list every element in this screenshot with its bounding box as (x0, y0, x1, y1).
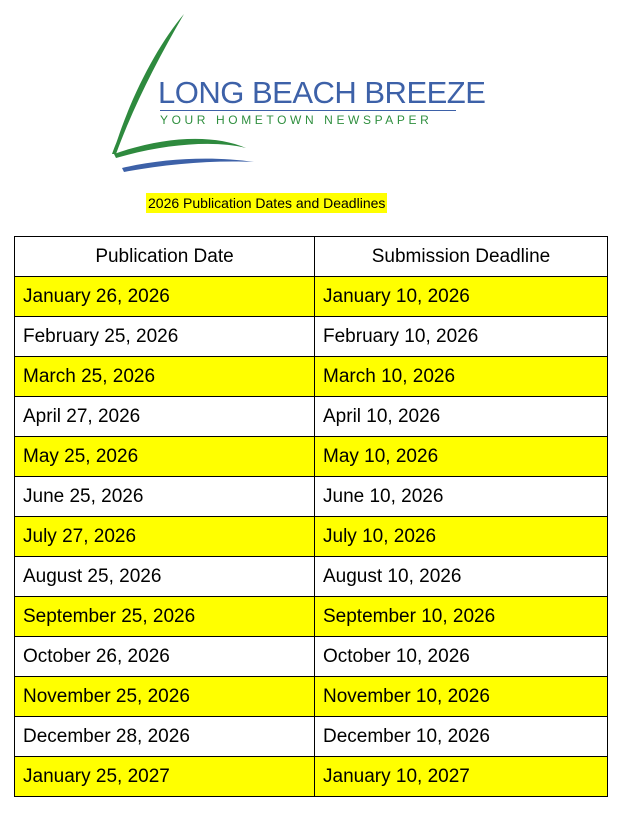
submission-deadline-cell: December 10, 2026 (315, 717, 608, 757)
submission-deadline-cell: May 10, 2026 (315, 437, 608, 477)
publication-date-cell: January 26, 2026 (15, 277, 315, 317)
submission-deadline-cell: January 10, 2027 (315, 757, 608, 797)
submission-deadline-cell: July 10, 2026 (315, 517, 608, 557)
table-row (15, 637, 608, 677)
table-row (15, 597, 608, 637)
header-publication-date: Publication Date (15, 237, 315, 277)
long-beach-breeze-logo (104, 8, 486, 176)
page-title: 2026 Publication Dates and Deadlines (148, 195, 386, 211)
table-row (15, 517, 608, 557)
submission-deadline-cell: August 10, 2026 (315, 557, 608, 597)
table-row (15, 557, 608, 597)
table-row (15, 277, 608, 317)
submission-deadline-cell: March 10, 2026 (315, 357, 608, 397)
publication-date-cell: March 25, 2026 (15, 357, 315, 397)
publication-date-cell: February 25, 2026 (15, 317, 315, 357)
logo-title: LONG BEACH BREEZE (158, 75, 486, 110)
table-row (15, 717, 608, 757)
submission-deadline-cell: June 10, 2026 (315, 477, 608, 517)
submission-deadline-cell: November 10, 2026 (315, 677, 608, 717)
submission-deadline-cell: April 10, 2026 (315, 397, 608, 437)
header-submission-deadline: Submission Deadline (315, 237, 608, 277)
publication-date-cell: May 25, 2026 (15, 437, 315, 477)
table-row (15, 357, 608, 397)
submission-deadline-cell: September 10, 2026 (315, 597, 608, 637)
publication-date-cell: June 25, 2026 (15, 477, 315, 517)
logo-divider (160, 110, 456, 111)
submission-deadline-cell: October 10, 2026 (315, 637, 608, 677)
table-header-row (15, 237, 608, 277)
table-row (15, 437, 608, 477)
publication-date-cell: October 26, 2026 (15, 637, 315, 677)
submission-deadline-cell: January 10, 2026 (315, 277, 608, 317)
table-row (15, 757, 608, 797)
table-row (15, 677, 608, 717)
publication-schedule-table (14, 236, 608, 797)
submission-deadline-cell: February 10, 2026 (315, 317, 608, 357)
publication-date-cell: January 25, 2027 (15, 757, 315, 797)
table-row (15, 317, 608, 357)
publication-date-cell: November 25, 2026 (15, 677, 315, 717)
publication-date-cell: September 25, 2026 (15, 597, 315, 637)
publication-date-cell: August 25, 2026 (15, 557, 315, 597)
publication-date-cell: April 27, 2026 (15, 397, 315, 437)
wave-blue (122, 159, 254, 172)
table-row (15, 397, 608, 437)
publication-date-cell: July 27, 2026 (15, 517, 315, 557)
wave-green (114, 139, 246, 158)
table-row (15, 477, 608, 517)
logo-tagline: YOUR HOMETOWN NEWSPAPER (160, 113, 433, 127)
publication-date-cell: December 28, 2026 (15, 717, 315, 757)
